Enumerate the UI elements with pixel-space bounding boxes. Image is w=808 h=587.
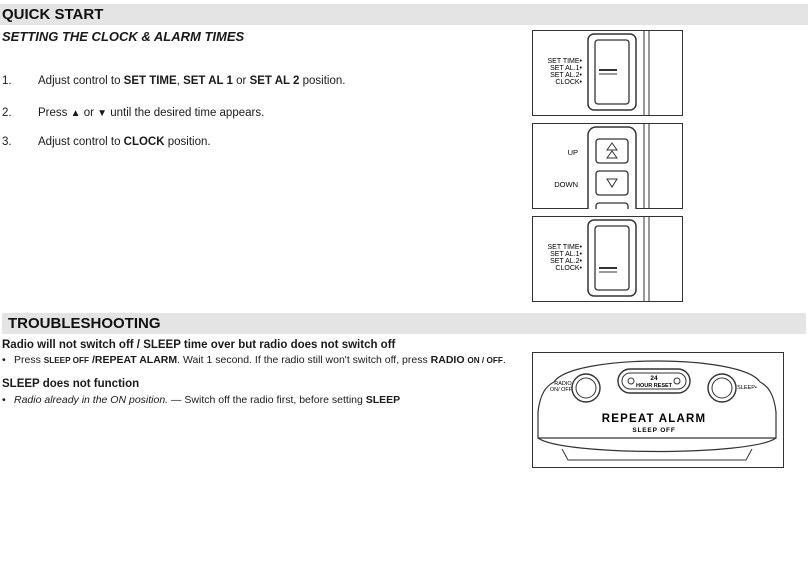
issue-2-solution	[2, 394, 400, 406]
issue-1-on-off: ON / OFF	[467, 356, 503, 365]
switch-label-set-al-2: SET AL.2•	[550, 72, 582, 79]
switch-label-set-al-1: SET AL.1•	[550, 251, 582, 258]
function-switch-figure-set	[532, 30, 683, 116]
issue-2-mid: — Switch off the radio first, before setting	[168, 394, 366, 406]
step-3-post: position.	[164, 136, 211, 148]
up-down-buttons-figure	[532, 123, 683, 209]
on-off-label: ON/ OFF	[549, 387, 573, 393]
repeat-alarm-label: REPEAT ALARM	[601, 413, 707, 425]
down-button[interactable]	[596, 171, 628, 195]
issue-1-post: .	[502, 354, 506, 366]
step-1-pre: Adjust control to	[38, 75, 124, 87]
step-1-text	[38, 75, 345, 87]
sleep-knob[interactable]	[708, 374, 736, 402]
step-2-text	[38, 107, 264, 119]
quick-start-header: QUICK START	[0, 4, 808, 25]
slide-switch-knob	[595, 40, 629, 104]
step-3-clock: CLOCK	[123, 136, 165, 148]
step-1-set-al-2: SET AL 2	[249, 75, 300, 87]
switch-label-set-time: SET TIME•	[547, 244, 582, 251]
issue-2-sleep: SLEEP	[365, 394, 401, 406]
step-2-mid: or	[80, 107, 98, 119]
switch-label-set-time: SET TIME•	[547, 58, 582, 65]
step-2-pre: Press	[38, 107, 71, 119]
reset-24-label: 24	[650, 375, 658, 382]
quick-start-subtitle: SETTING THE CLOCK & ALARM TIMES	[2, 29, 245, 44]
down-triangle-icon: ▼	[97, 108, 108, 119]
issue-2-condition: Radio already in the ON position.	[14, 394, 169, 406]
step-1-set-time: SET TIME	[123, 75, 177, 87]
step-1-sep2: or	[232, 75, 250, 87]
hour-reset-label: HOUR RESET	[635, 383, 673, 389]
step-3-number: 3.	[2, 136, 12, 148]
step-1-post: position.	[299, 75, 346, 87]
step-2-post: until the desired time appears.	[107, 107, 265, 119]
slide-switch-knob	[595, 226, 629, 290]
issue-1-mid: . Wait 1 second. If the radio still won't switch off, press	[177, 354, 431, 366]
up-label: UP	[567, 148, 578, 157]
step-3-text	[38, 136, 211, 148]
up-triangle-icon: ▲	[70, 108, 81, 119]
issue-1-title: Radio will not switch off / SLEEP time over but radio does not switch off	[2, 339, 396, 351]
step-1-number: 1.	[2, 75, 12, 87]
issue-2-title: SLEEP does not function	[2, 378, 140, 390]
sleep-label: SLEEP•	[737, 385, 757, 391]
issue-1-pre: Press	[14, 354, 44, 366]
radio-top-panel-figure	[532, 352, 784, 468]
step-3-pre: Adjust control to	[38, 136, 124, 148]
function-switch-figure-clock	[532, 216, 683, 302]
switch-label-set-al-2: SET AL.2•	[550, 258, 582, 265]
switch-label-set-al-1: SET AL.1•	[550, 65, 582, 72]
issue-1-repeat-alarm: /REPEAT ALARM	[89, 354, 178, 366]
issue-1-solution	[2, 354, 506, 366]
radio-label: RADIO	[554, 381, 572, 387]
step-2-number: 2.	[2, 107, 12, 119]
sleep-off-label: SLEEP OFF	[632, 427, 676, 434]
radio-on-off-knob[interactable]	[572, 374, 600, 402]
troubleshooting-header: TROUBLESHOOTING	[2, 313, 806, 334]
step-1-set-al-1: SET AL 1	[183, 75, 233, 87]
step-1-sep1: ,	[176, 75, 184, 87]
issue-1-sleep-off: SLEEP OFF	[43, 356, 90, 365]
switch-label-clock: CLOCK•	[555, 265, 582, 272]
bullet: •	[2, 394, 6, 406]
bullet: •	[2, 354, 6, 366]
issue-1-radio: RADIO	[430, 354, 468, 366]
down-label: DOWN	[554, 180, 578, 189]
switch-label-clock: CLOCK•	[555, 79, 582, 86]
